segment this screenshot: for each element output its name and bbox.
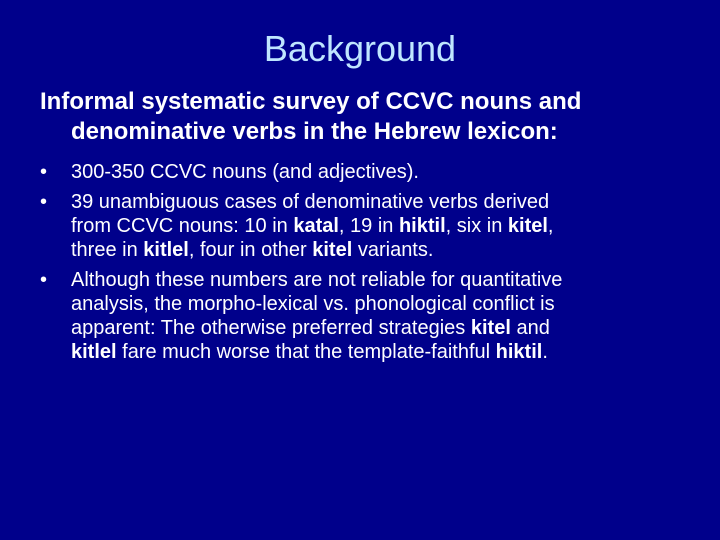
bold-term: hiktil (495, 341, 543, 363)
bullet-line (71, 292, 690, 316)
bullet-line (71, 190, 690, 214)
bullet-text: variants. (352, 239, 434, 261)
bold-term: kitel (312, 239, 353, 261)
subtitle-line-1: Informal systematic survey of CCVC nouns and (40, 88, 582, 115)
bullet-text: fare much worse that the template-faithful (116, 341, 496, 363)
bullet-point-icon: • (40, 161, 48, 183)
bold-term: hiktil (398, 215, 446, 237)
bullet-text: three in (71, 239, 144, 261)
subtitle-line-2: denominative verbs in the Hebrew lexicon: (71, 118, 558, 145)
bullet-text: apparent: The otherwise preferred strategies (71, 317, 471, 339)
bullet-text: , six in (445, 215, 508, 237)
bold-term: kitlel (71, 341, 117, 363)
bullet-line (71, 340, 690, 364)
bullet-line (71, 316, 690, 340)
bullet-item-2 (40, 190, 690, 262)
bullet-line (71, 238, 690, 262)
bullet-item-1 (40, 160, 690, 184)
bullet-text: Although these numbers are not reliable for quantitative (71, 269, 563, 291)
bullet-item-3 (40, 268, 690, 364)
bullet-list (40, 160, 690, 370)
slide-title: Background (263, 28, 457, 69)
bullet-text: analysis, the morpho-lexical vs. phonological conflict is (71, 293, 555, 315)
bullet-line (71, 214, 690, 238)
bullet-text: . (542, 341, 548, 363)
slide-subtitle (40, 87, 690, 147)
bold-term: katal (293, 215, 339, 237)
bullet-text: from CCVC nouns: 10 in (71, 215, 294, 237)
bullet-point-icon: • (40, 269, 48, 291)
bullet-text: , 19 in (338, 215, 399, 237)
bullet-line (71, 160, 690, 184)
bold-term: kitel (470, 317, 511, 339)
bullet-text: and (510, 317, 550, 339)
bold-term: kitel (507, 215, 548, 237)
bullet-text: , four in other (188, 239, 313, 261)
bullet-text: , (547, 215, 554, 237)
bold-term: kitlel (143, 239, 189, 261)
bullet-text: 39 unambiguous cases of denominative verbs derived (71, 191, 550, 213)
bullet-line (71, 268, 690, 292)
bullet-point-icon: • (40, 191, 48, 213)
bullet-text: 300-350 CCVC nouns (and adjectives). (71, 161, 419, 183)
